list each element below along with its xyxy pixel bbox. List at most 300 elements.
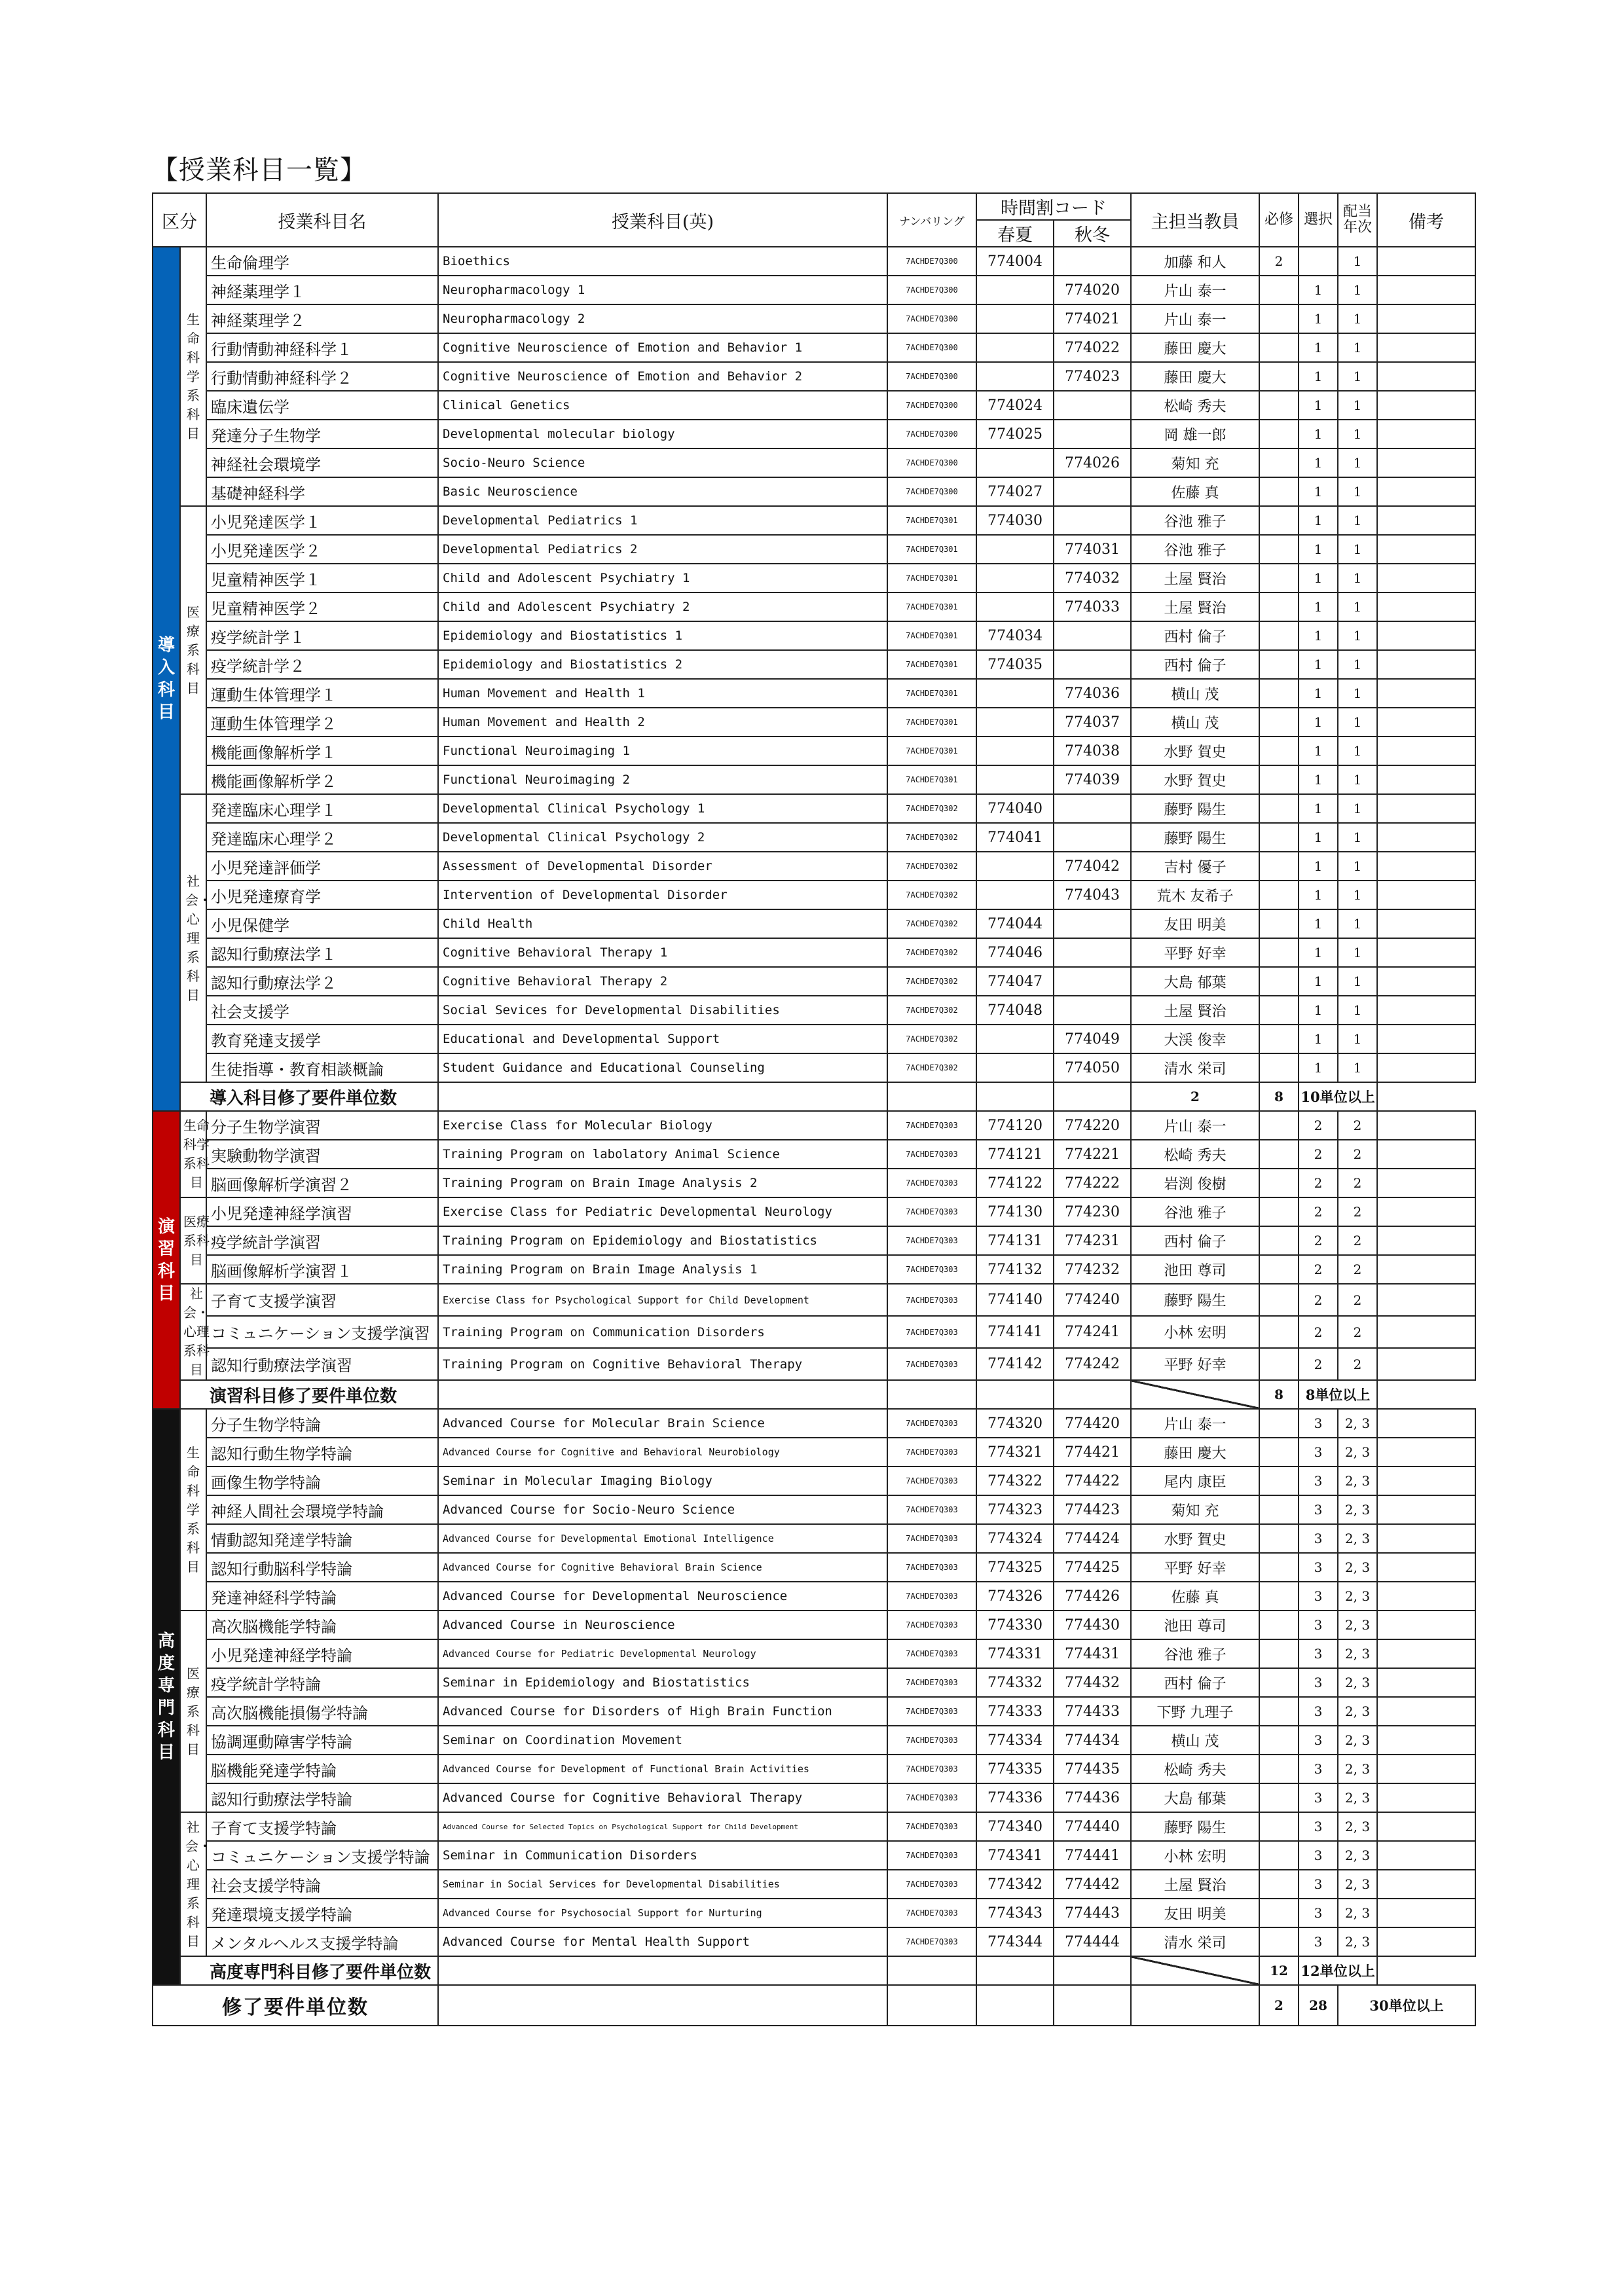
teacher-name: 水野 賀史 <box>1131 765 1259 794</box>
autumn-code: 774026 <box>1054 448 1131 477</box>
course-row <box>153 1169 1475 1197</box>
teacher-name: 菊知 充 <box>1131 448 1259 477</box>
elective-credits: 2 <box>1299 1140 1338 1169</box>
spring-code: 774141 <box>976 1316 1054 1348</box>
autumn-code: 774031 <box>1054 535 1131 564</box>
elective-credits: 1 <box>1299 621 1338 650</box>
required-credits <box>1259 1053 1299 1082</box>
required-credits <box>1259 938 1299 967</box>
course-name-jp: 認知行動療法学特論 <box>206 1783 438 1812</box>
elective-credits: 3 <box>1299 1495 1338 1524</box>
assigned-year: 2, 3 <box>1338 1697 1377 1726</box>
remarks-cell <box>1377 448 1475 477</box>
remarks-cell <box>1377 1025 1475 1053</box>
elective-credits: 2 <box>1299 1348 1338 1380</box>
course-name-en: Epidemiology and Biostatistics 2 <box>438 650 887 679</box>
autumn-code: 774049 <box>1054 1025 1131 1053</box>
course-row <box>153 1197 1475 1226</box>
numbering-code: 7ACHDE7Q303 <box>887 1438 976 1467</box>
spring-code: 774323 <box>976 1495 1054 1524</box>
spring-code: 774121 <box>976 1140 1054 1169</box>
assigned-year: 2, 3 <box>1338 1755 1377 1783</box>
course-name-jp: 神経薬理学２ <box>206 304 438 333</box>
autumn-code: 774444 <box>1054 1927 1131 1956</box>
required-credits <box>1259 1639 1299 1668</box>
spring-code <box>976 535 1054 564</box>
course-name-en: Advanced Course in Neuroscience <box>438 1611 887 1639</box>
autumn-code <box>1054 247 1131 276</box>
course-row <box>153 448 1475 477</box>
remarks-cell <box>1377 621 1475 650</box>
assigned-year: 2, 3 <box>1338 1639 1377 1668</box>
course-name-jp: 子育て支援学演習 <box>206 1284 438 1316</box>
course-row <box>153 737 1475 765</box>
elective-total: 12 <box>1259 1956 1299 1985</box>
remarks-cell <box>1377 708 1475 737</box>
course-name-jp: 実験動物学演習 <box>206 1140 438 1169</box>
header-timetable: 時間割コード <box>976 193 1131 220</box>
assigned-year: 1 <box>1338 794 1377 823</box>
empty-cell <box>438 1956 887 1985</box>
total-required: 2 <box>1259 1985 1299 2026</box>
intro-summary-row <box>153 1082 1475 1111</box>
autumn-code: 774033 <box>1054 592 1131 621</box>
teacher-name: 西村 倫子 <box>1131 621 1259 650</box>
autumn-code: 774021 <box>1054 304 1131 333</box>
course-name-jp: 教育発達支援学 <box>206 1025 438 1053</box>
assigned-year: 2, 3 <box>1338 1812 1377 1841</box>
course-name-jp: 社会支援学特論 <box>206 1870 438 1899</box>
numbering-code: 7ACHDE7Q301 <box>887 650 976 679</box>
required-credits <box>1259 420 1299 448</box>
course-name-en: Advanced Course for Disorders of High Brain Function <box>438 1697 887 1726</box>
remarks-cell <box>1377 535 1475 564</box>
autumn-code: 774420 <box>1054 1409 1131 1438</box>
course-name-en: Advanced Course for Developmental Neuroscience <box>438 1582 887 1611</box>
required-credits <box>1259 1409 1299 1438</box>
course-name-jp: 小児発達神経学特論 <box>206 1639 438 1668</box>
assigned-year: 1 <box>1338 938 1377 967</box>
advanced-summary-row <box>153 1956 1475 1985</box>
spring-code <box>976 448 1054 477</box>
numbering-code: 7ACHDE7Q302 <box>887 996 976 1025</box>
teacher-name: 西村 倫子 <box>1131 1226 1259 1255</box>
teacher-name: 土屋 賢治 <box>1131 996 1259 1025</box>
assigned-year: 2, 3 <box>1338 1553 1377 1582</box>
autumn-code: 774231 <box>1054 1226 1131 1255</box>
numbering-code: 7ACHDE7Q303 <box>887 1409 976 1438</box>
assigned-year: 2 <box>1338 1140 1377 1169</box>
course-name-en: Exercise Class for Molecular Biology <box>438 1111 887 1140</box>
elective-credits: 2 <box>1299 1197 1338 1226</box>
teacher-name: 岩渕 俊樹 <box>1131 1169 1259 1197</box>
required-credits <box>1259 391 1299 420</box>
course-row <box>153 708 1475 737</box>
course-name-en: Seminar in Communication Disorders <box>438 1841 887 1870</box>
course-name-jp: 社会支援学 <box>206 996 438 1025</box>
course-name-en: Advanced Course for Cognitive and Behavioral Neurobiology <box>438 1438 887 1467</box>
required-credits <box>1259 909 1299 938</box>
autumn-code: 774432 <box>1054 1668 1131 1697</box>
empty-cell <box>1054 1985 1131 2026</box>
numbering-code: 7ACHDE7Q303 <box>887 1611 976 1639</box>
numbering-code: 7ACHDE7Q301 <box>887 737 976 765</box>
course-name-jp: 脳画像解析学演習１ <box>206 1255 438 1284</box>
course-name-en: Seminar in Molecular Imaging Biology <box>438 1467 887 1495</box>
remarks-cell <box>1377 1582 1475 1611</box>
course-name-en: Child and Adolescent Psychiatry 2 <box>438 592 887 621</box>
subcategory-advanced-life <box>180 1409 206 1611</box>
numbering-code: 7ACHDE7Q303 <box>887 1495 976 1524</box>
course-name-jp: 機能画像解析学１ <box>206 737 438 765</box>
remarks-cell <box>1377 1524 1475 1553</box>
course-name-en: Advanced Course for Selected Topics on Psychological Support for Child Development <box>438 1812 887 1841</box>
course-name-en: Advanced Course for Psychosocial Support for Nurturing <box>438 1899 887 1927</box>
teacher-name: 谷池 雅子 <box>1131 506 1259 535</box>
numbering-code: 7ACHDE7Q303 <box>887 1812 976 1841</box>
autumn-code: 774421 <box>1054 1438 1131 1467</box>
assigned-year: 2, 3 <box>1338 1611 1377 1639</box>
course-name-jp: メンタルヘルス支援学特論 <box>206 1927 438 1956</box>
numbering-code: 7ACHDE7Q303 <box>887 1197 976 1226</box>
header-kubun: 区分 <box>153 193 206 247</box>
subcategory-practice-life-label: 生命科学系科目 <box>183 1118 210 1190</box>
teacher-name: 片山 泰一 <box>1131 304 1259 333</box>
teacher-name: 水野 賀史 <box>1131 737 1259 765</box>
numbering-code: 7ACHDE7Q303 <box>887 1783 976 1812</box>
spring-code: 774034 <box>976 621 1054 650</box>
remarks-cell <box>1377 1639 1475 1668</box>
assigned-year: 1 <box>1338 852 1377 881</box>
course-name-en: Training Program on Brain Image Analysis 1 <box>438 1255 887 1284</box>
course-name-jp: 脳機能発達学特論 <box>206 1755 438 1783</box>
numbering-code: 7ACHDE7Q303 <box>887 1255 976 1284</box>
course-name-jp: 発達神経科学特論 <box>206 1582 438 1611</box>
required-credits <box>1259 1284 1299 1316</box>
autumn-code <box>1054 938 1131 967</box>
requirement-remark: 8単位以上 <box>1299 1380 1377 1409</box>
course-row <box>153 823 1475 852</box>
required-credits <box>1259 448 1299 477</box>
course-name-en: Functional Neuroimaging 1 <box>438 737 887 765</box>
course-row <box>153 1668 1475 1697</box>
required-credits <box>1259 1025 1299 1053</box>
teacher-name: 横山 茂 <box>1131 1726 1259 1755</box>
teacher-name: 片山 泰一 <box>1131 1111 1259 1140</box>
course-row <box>153 333 1475 362</box>
numbering-code: 7ACHDE7Q300 <box>887 333 976 362</box>
assigned-year: 2 <box>1338 1197 1377 1226</box>
assigned-year: 2 <box>1338 1316 1377 1348</box>
required-credits <box>1259 650 1299 679</box>
spring-code <box>976 276 1054 304</box>
required-credits <box>1259 967 1299 996</box>
spring-code: 774027 <box>976 477 1054 506</box>
remarks-cell <box>1377 1226 1475 1255</box>
teacher-name: 池田 尊司 <box>1131 1255 1259 1284</box>
numbering-code: 7ACHDE7Q303 <box>887 1870 976 1899</box>
autumn-code: 774426 <box>1054 1582 1131 1611</box>
required-credits <box>1259 765 1299 794</box>
required-credits <box>1259 1927 1299 1956</box>
elective-credits: 1 <box>1299 477 1338 506</box>
teacher-name: 藤野 陽生 <box>1131 823 1259 852</box>
course-row <box>153 1053 1475 1082</box>
course-row <box>153 1582 1475 1611</box>
elective-credits: 1 <box>1299 592 1338 621</box>
course-row <box>153 1255 1475 1284</box>
teacher-name: 片山 泰一 <box>1131 276 1259 304</box>
teacher-name: 片山 泰一 <box>1131 1409 1259 1438</box>
assigned-year: 1 <box>1338 967 1377 996</box>
course-name-en: Advanced Course for Cognitive Behavioral Brain Science <box>438 1553 887 1582</box>
course-row <box>153 1316 1475 1348</box>
numbering-code: 7ACHDE7Q301 <box>887 535 976 564</box>
empty-cell <box>1054 1956 1131 1985</box>
course-name-jp: 認知行動療法学演習 <box>206 1348 438 1380</box>
elective-credits: 1 <box>1299 304 1338 333</box>
course-name-jp: 協調運動障害学特論 <box>206 1726 438 1755</box>
course-row <box>153 1284 1475 1316</box>
numbering-code: 7ACHDE7Q303 <box>887 1226 976 1255</box>
spring-code: 774044 <box>976 909 1054 938</box>
autumn-code <box>1054 391 1131 420</box>
course-row <box>153 1467 1475 1495</box>
spring-code: 774326 <box>976 1582 1054 1611</box>
remarks-cell <box>1377 1169 1475 1197</box>
elective-credits: 3 <box>1299 1409 1338 1438</box>
numbering-code: 7ACHDE7Q302 <box>887 881 976 909</box>
required-credits <box>1259 506 1299 535</box>
course-name-jp: 認知行動脳科学特論 <box>206 1553 438 1582</box>
teacher-name: 平野 好幸 <box>1131 1553 1259 1582</box>
teacher-name: 藤野 陽生 <box>1131 1284 1259 1316</box>
spring-code: 774035 <box>976 650 1054 679</box>
course-name-en: Seminar in Epidemiology and Biostatistics <box>438 1668 887 1697</box>
remarks-cell <box>1377 477 1475 506</box>
requirement-remark: 12単位以上 <box>1299 1956 1377 1985</box>
course-table <box>152 192 1476 2026</box>
required-credits <box>1259 852 1299 881</box>
course-name-en: Neuropharmacology 1 <box>438 276 887 304</box>
autumn-code: 774023 <box>1054 362 1131 391</box>
header-name-en: 授業科目(英) <box>438 193 887 247</box>
intro-summary-row-label: 導入科目修了要件単位数 <box>180 1082 438 1111</box>
required-credits <box>1259 823 1299 852</box>
numbering-code: 7ACHDE7Q301 <box>887 765 976 794</box>
course-row <box>153 1927 1475 1956</box>
autumn-code: 774240 <box>1054 1284 1131 1316</box>
course-name-en: Child and Adolescent Psychiatry 1 <box>438 564 887 592</box>
empty-cell <box>976 1380 1054 1409</box>
elective-credits: 1 <box>1299 708 1338 737</box>
teacher-name: 吉村 優子 <box>1131 852 1259 881</box>
elective-credits: 3 <box>1299 1524 1338 1553</box>
spring-code: 774142 <box>976 1348 1054 1380</box>
course-row <box>153 765 1475 794</box>
numbering-code: 7ACHDE7Q303 <box>887 1348 976 1380</box>
teacher-name: 友田 明美 <box>1131 909 1259 938</box>
elective-credits: 2 <box>1299 1255 1338 1284</box>
category-advanced <box>153 1409 180 1985</box>
autumn-code: 774430 <box>1054 1611 1131 1639</box>
course-name-en: Cognitive Neuroscience of Emotion and Behavior 1 <box>438 333 887 362</box>
assigned-year: 1 <box>1338 506 1377 535</box>
autumn-code: 774435 <box>1054 1755 1131 1783</box>
course-name-jp: 小児発達医学１ <box>206 506 438 535</box>
elective-credits: 1 <box>1299 794 1338 823</box>
remarks-cell <box>1377 967 1475 996</box>
subcategory-practice-life <box>180 1111 210 1197</box>
course-name-jp: 運動生体管理学１ <box>206 679 438 708</box>
assigned-year: 1 <box>1338 592 1377 621</box>
numbering-code: 7ACHDE7Q303 <box>887 1841 976 1870</box>
required-credits <box>1259 1169 1299 1197</box>
elective-credits: 3 <box>1299 1668 1338 1697</box>
spring-code <box>976 881 1054 909</box>
spring-code: 774132 <box>976 1255 1054 1284</box>
elective-total: 8 <box>1259 1380 1299 1409</box>
total-summary-label: 修了要件単位数 <box>153 1985 438 2026</box>
assigned-year: 2, 3 <box>1338 1668 1377 1697</box>
remarks-cell <box>1377 1140 1475 1169</box>
empty-cell <box>976 1082 1054 1111</box>
course-name-jp: 発達臨床心理学１ <box>206 794 438 823</box>
elective-credits: 3 <box>1299 1812 1338 1841</box>
required-credits <box>1259 1726 1299 1755</box>
numbering-code: 7ACHDE7Q303 <box>887 1140 976 1169</box>
course-name-en: Advanced Course for Development of Functional Brain Activities <box>438 1755 887 1783</box>
required-credits <box>1259 1697 1299 1726</box>
teacher-name: 横山 茂 <box>1131 679 1259 708</box>
course-name-en: Advanced Course for Cognitive Behavioral Therapy <box>438 1783 887 1812</box>
course-row <box>153 1841 1475 1870</box>
autumn-code: 774032 <box>1054 564 1131 592</box>
course-name-en: Training Program on Epidemiology and Biostatistics <box>438 1226 887 1255</box>
elective-credits: 1 <box>1299 362 1338 391</box>
remarks-cell <box>1377 1870 1475 1899</box>
remarks-cell <box>1377 333 1475 362</box>
course-row <box>153 967 1475 996</box>
assigned-year: 2, 3 <box>1338 1524 1377 1553</box>
header-remarks: 備考 <box>1377 193 1475 247</box>
spring-code: 774321 <box>976 1438 1054 1467</box>
subcategory-practice-med <box>180 1197 210 1284</box>
course-name-jp: 小児保健学 <box>206 909 438 938</box>
remarks-cell <box>1377 1409 1475 1438</box>
remarks-cell <box>1377 1255 1475 1284</box>
elective-credits: 1 <box>1299 535 1338 564</box>
assigned-year: 2 <box>1338 1226 1377 1255</box>
spring-code: 774342 <box>976 1870 1054 1899</box>
elective-credits: 1 <box>1299 852 1338 881</box>
course-name-jp: 児童精神医学１ <box>206 564 438 592</box>
required-credits <box>1259 794 1299 823</box>
required-credits: 2 <box>1259 247 1299 276</box>
spring-code <box>976 333 1054 362</box>
empty-cell <box>1131 1985 1259 2026</box>
remarks-cell <box>1377 1111 1475 1140</box>
required-credits <box>1259 1226 1299 1255</box>
assigned-year: 1 <box>1338 247 1377 276</box>
subcategory-advanced-med <box>180 1611 206 1812</box>
assigned-year: 1 <box>1338 1053 1377 1082</box>
autumn-code: 774422 <box>1054 1467 1131 1495</box>
header-elective: 選択 <box>1299 193 1338 247</box>
spring-code: 774131 <box>976 1226 1054 1255</box>
teacher-name: 土屋 賢治 <box>1131 592 1259 621</box>
assigned-year: 2 <box>1338 1169 1377 1197</box>
remarks-cell <box>1377 1755 1475 1783</box>
teacher-name: 藤野 陽生 <box>1131 794 1259 823</box>
course-row <box>153 1783 1475 1812</box>
remarks-cell <box>1377 1553 1475 1582</box>
elective-credits: 1 <box>1299 823 1338 852</box>
course-name-jp: 神経社会環境学 <box>206 448 438 477</box>
spring-code <box>976 1053 1054 1082</box>
course-name-en: Socio-Neuro Science <box>438 448 887 477</box>
required-credits <box>1259 1812 1299 1841</box>
elective-credits: 1 <box>1299 996 1338 1025</box>
required-credits <box>1259 1438 1299 1467</box>
autumn-code: 774423 <box>1054 1495 1131 1524</box>
course-name-en: Cognitive Behavioral Therapy 1 <box>438 938 887 967</box>
numbering-code: 7ACHDE7Q300 <box>887 391 976 420</box>
required-credits <box>1259 1841 1299 1870</box>
required-credits <box>1259 1611 1299 1639</box>
course-name-jp: 生徒指導・教育相談概論 <box>206 1053 438 1082</box>
header-required: 必修 <box>1259 193 1299 247</box>
numbering-code: 7ACHDE7Q302 <box>887 852 976 881</box>
teacher-name: 大渓 俊幸 <box>1131 1025 1259 1053</box>
course-name-jp: コミュニケーション支援学特論 <box>206 1841 438 1870</box>
course-row <box>153 1348 1475 1380</box>
total-elective: 28 <box>1299 1985 1338 2026</box>
total-summary-row <box>153 1985 1475 2026</box>
remarks-cell <box>1377 881 1475 909</box>
remarks-cell <box>1377 1783 1475 1812</box>
course-name-jp: 発達環境支援学特論 <box>206 1899 438 1927</box>
teacher-name: 水野 賀史 <box>1131 1524 1259 1553</box>
course-name-jp: 分子生物学演習 <box>206 1111 438 1140</box>
numbering-code: 7ACHDE7Q303 <box>887 1899 976 1927</box>
teacher-name: 藤田 慶大 <box>1131 333 1259 362</box>
teacher-name: 谷池 雅子 <box>1131 535 1259 564</box>
course-name-jp: 小児発達神経学演習 <box>206 1197 438 1226</box>
spring-code: 774332 <box>976 1668 1054 1697</box>
required-credits <box>1259 592 1299 621</box>
course-name-jp: 臨床遺伝学 <box>206 391 438 420</box>
assigned-year: 2 <box>1338 1348 1377 1380</box>
course-row <box>153 794 1475 823</box>
required-credits <box>1259 1524 1299 1553</box>
course-name-en: Functional Neuroimaging 2 <box>438 765 887 794</box>
empty-cell <box>887 1985 976 2026</box>
spring-code: 774331 <box>976 1639 1054 1668</box>
elective-credits: 3 <box>1299 1927 1338 1956</box>
course-name-jp: 分子生物学特論 <box>206 1409 438 1438</box>
subcategory-advanced-life-label: 生命科学系科目 <box>187 1444 200 1575</box>
teacher-name: 西村 倫子 <box>1131 650 1259 679</box>
course-row <box>153 1226 1475 1255</box>
autumn-code <box>1054 794 1131 823</box>
required-total <box>1131 1380 1259 1409</box>
teacher-name: 平野 好幸 <box>1131 1348 1259 1380</box>
spring-code: 774343 <box>976 1899 1054 1927</box>
spring-code <box>976 362 1054 391</box>
subcategory-practice-soc <box>180 1284 210 1380</box>
requirement-remark: 10単位以上 <box>1299 1082 1377 1111</box>
